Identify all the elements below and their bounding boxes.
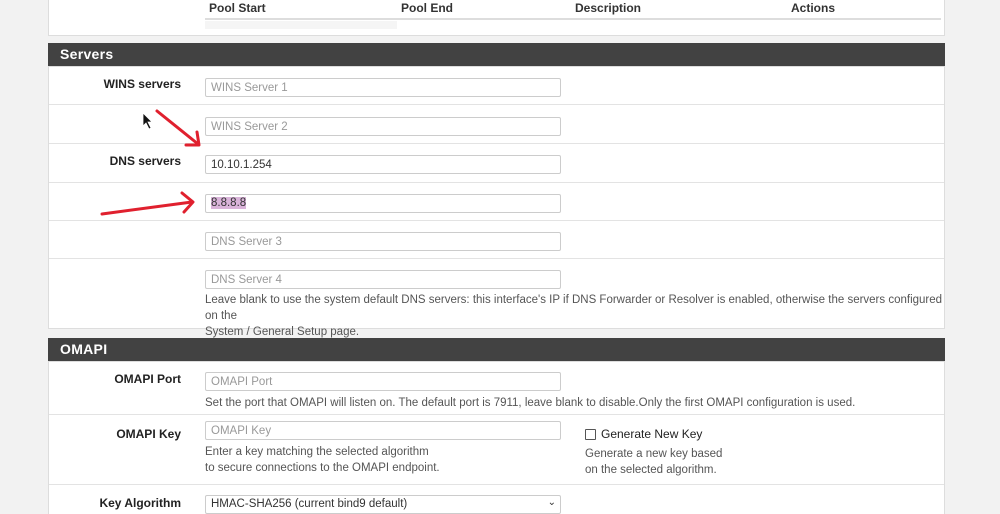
- dns-server-2-input[interactable]: [205, 194, 561, 213]
- col-pool-start: Pool Start: [209, 1, 266, 15]
- dns-server-4-input[interactable]: [205, 270, 561, 289]
- generate-key-help-line-2: on the selected algorithm.: [585, 464, 717, 476]
- pool-table-row: [205, 21, 397, 29]
- pool-table-header: [205, 0, 941, 20]
- omapi-key-help: [205, 444, 440, 476]
- key-algorithm-value: HMAC-SHA256 (current bind9 default): [211, 498, 408, 510]
- generate-new-key-toggle[interactable]: [585, 427, 702, 441]
- omapi-key-help-line-1: Enter a key matching the selected algorithm: [205, 446, 429, 458]
- dns-server-3-input[interactable]: [205, 232, 561, 251]
- key-algorithm-select[interactable]: [205, 495, 561, 514]
- chevron-down-icon: ⌄: [547, 497, 556, 508]
- mouse-cursor-icon: [142, 112, 154, 130]
- wins-server-2-input[interactable]: [205, 117, 561, 136]
- dns-server-2-selected-text: 8.8.8.8: [211, 197, 247, 209]
- servers-heading: Servers: [48, 43, 945, 66]
- dns-help-text: [205, 292, 944, 340]
- omapi-port-input[interactable]: [205, 372, 561, 391]
- omapi-port-row: [49, 362, 944, 415]
- wins-servers-label: WINS servers: [103, 77, 181, 91]
- omapi-key-row: [49, 415, 944, 485]
- dns-help-line-2: System / General Setup page.: [205, 326, 360, 338]
- wins-row-1: [49, 67, 944, 105]
- annotation-arrow-horizontal-icon: [98, 190, 200, 220]
- generate-key-help: [585, 446, 722, 478]
- generate-key-help-line-1: Generate a new key based: [585, 448, 723, 460]
- generate-new-key-label: Generate New Key: [601, 427, 703, 441]
- dns-server-1-input[interactable]: [205, 155, 561, 174]
- omapi-key-label: OMAPI Key: [116, 427, 181, 441]
- omapi-key-help-line-2: to secure connections to the OMAPI endpoint.: [205, 462, 440, 474]
- generate-new-key-checkbox[interactable]: [585, 429, 596, 440]
- omapi-key-input[interactable]: [205, 421, 561, 440]
- omapi-panel: [48, 361, 945, 514]
- dns-row-3: [49, 221, 944, 259]
- dns-row-4: [49, 259, 944, 338]
- dns-help-line-1: Leave blank to use the system default DNS servers: this interface's IP if DNS Forwarder or Resolver is enabled, otherwise the servers configured on the: [205, 294, 943, 322]
- omapi-port-help: Set the port that OMAPI will listen on. The default port is 7911, leave blank to disable.Only the first OMAPI configuration is used.: [205, 397, 856, 409]
- col-pool-end: Pool End: [401, 1, 453, 15]
- key-algorithm-row: [49, 485, 944, 514]
- omapi-heading: OMAPI: [48, 338, 945, 361]
- pool-panel: [48, 0, 945, 36]
- omapi-port-label: OMAPI Port: [114, 372, 181, 386]
- key-algorithm-label: Key Algorithm: [99, 496, 181, 510]
- wins-server-1-input[interactable]: [205, 78, 561, 97]
- dns-servers-label: DNS servers: [109, 154, 181, 168]
- col-description: Description: [575, 1, 642, 15]
- col-actions: Actions: [791, 1, 836, 15]
- annotation-arrow-diagonal-icon: [150, 106, 210, 152]
